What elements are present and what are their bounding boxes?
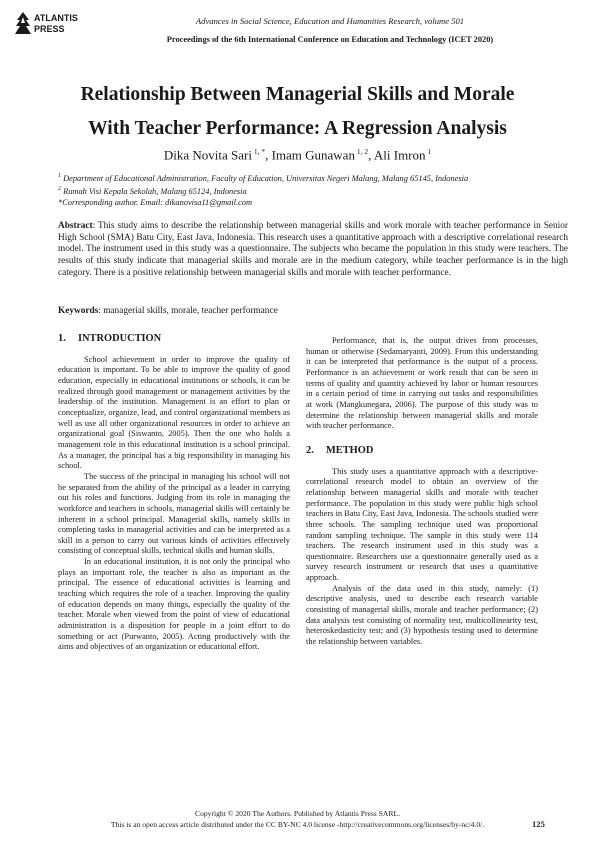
left-column [58,334,290,653]
author-affiliation-mark: 1 [425,147,432,156]
section-heading-introduction [58,334,290,345]
section-number: 2. [306,444,314,456]
corresponding-author [58,197,568,208]
author-list [0,147,595,163]
author-name: Dika Novita Sari [163,147,252,163]
body-paragraph: This study uses a quantitative approach with a descriptive-correlational research model to obtain an overview of the relationship between managerial skills and morale with teacher performance. The population in this study were public high school teachers in Batu City, East Java, Indonesia. The schools studied were three schools. The sampling technique used was proportional random sampling technique. The sample in this study were 114 teachers. The research instrument used in this study was a questionnaire. Researchers use a questionnaire generally used as a survey research instrument or research that uses a quantitative approach. [306,466,538,583]
affiliation-text: Rumah Visi Kepala Sekolah, Malang 65124, Indonesia [61,186,247,196]
affiliation-text: Department of Educational Administration, Faculty of Education, Universitas Negeri Malang, Malang 65145, Indonesia [61,173,469,183]
author-separator: , [265,147,272,163]
author-name: Imam Gunawan [271,147,355,163]
title-line-2: With Teacher Performance: A Regression Analysis [88,118,507,139]
section-title: INTRODUCTION [78,333,162,344]
atlantis-logo-icon [14,11,32,35]
author-affiliation-mark: 1, 2 [354,147,369,156]
body-paragraph: The success of the principal in managing his school will not be separated from the ability of the principal as a leader in carrying out his roles and functions. Judging from its role in managing the workforce and teachers in schools, managerial skills will certainly be inherent in a school principal. Managerial skills, namely skills in completing tasks in managerial activities and can be interpreted as a skill in a person to carry out various kinds of activities effectively consisting of conceptual skills, technical skills and human skills. [58,471,290,556]
body-paragraph: School achievement in order to improve the quality of education is important. To be able to improve the quality of good education, especially in educational institutions or schools, it can be realized through good management or management activities by the leadership of the institution. Management is an effort to plan or conceptualize, organize, lead, and control organizational members as well as use all other organizational resources in order to achieve an organizational goal (Siswanto, 2005). Then the one who holds a management role in this educational institution is a school principal. As a manager, the principal has a big responsibility in managing his school. [58,354,290,471]
author-name: Ali Imron [373,147,426,163]
affiliation-line [58,184,568,197]
affiliations [58,171,568,208]
affiliation-number: 2 [58,186,61,192]
section-number: 1. [58,333,66,344]
title-line-1: Relationship Between Managerial Skills and Morale [80,84,515,105]
abstract [58,221,568,280]
body-paragraph: Performance, that is, the output drives from processes, human or otherwise (Sedamaryanti, 2009). From this understanding it can be interpreted that performance is the output of a process. Performance is an achievement or work result that can be seen in terms of quality and quantity achieved by labor or human resources in a certain period of time in carrying out tasks and responsibilities at work (Mangkunegara, 2006). The purpose of this study was to determine the relationship between managerial skills and morale with teacher performance. [306,336,538,431]
affiliation-number: 1 [58,173,61,179]
corresponding-author-text: *Corresponding author. Email: dikanovisa11@gmail.com [58,198,253,207]
author-affiliation-mark: 1, * [251,147,266,156]
affiliation-line [58,171,568,184]
page-number: 125 [532,819,545,829]
keywords-text: : managerial skills, morale, teacher performance [98,306,278,316]
journal-name: Advances in Social Science, Education and Humanities Research, volume 501 [195,16,465,26]
license-notice: This is an open access article distributed under the CC BY-NC 4.0 license -http://creativecommons.org/licenses/by-nc/4.0/. [110,820,485,829]
paper-title [40,78,555,146]
proceedings-name: Proceedings of the 6th International Conference on Education and Technology (ICET 2020) [166,35,494,44]
abstract-label: Abstract [58,221,93,231]
logo-line-1: ATLANTIS [34,13,78,23]
keywords [58,306,568,316]
right-column [306,336,538,648]
copyright-notice: Copyright © 2020 The Authors. Published by Atlantis Press SARL. [195,809,400,818]
section-title: METHOD [326,444,374,456]
abstract-text: : This study aims to describe the relationship between managerial skills and work morale with teacher performance in Senior High School (SMA) Batu City, East Java, Indonesia. This research uses a quantitative approach with a descriptive correlational research model. The instrument used in this study was a questionnaire. The subjects who became the population in this study were teachers. The results of this study indicate that managerial skills and morale are in the medium category, while teacher performance is in the high category. There is a positive relationship between managerial skills and morale with teacher performance. [58,221,568,278]
section-heading-method [306,446,538,457]
keywords-label: Keywords [58,306,99,316]
body-paragraph: In an educational institution, it is not only the principal who plays an important role, the teacher is also as important as the principal. The essence of educational activities is learning and teaching which requires the role of a teacher. Improving the quality of education depends on many things, especially the quality of the teacher. Morale when viewed from the point of view of educational administration is a disposition for people in a joint effort to do something or act (Purwanto, 2005). Acting productively with the aims and objectives of an organization or educational effort. [58,557,290,652]
logo-line-2: PRESS [34,24,65,34]
author-separator: , [368,147,374,163]
body-paragraph: Analysis of the data used in this study, namely: (1) descriptive analysis, used to describe each research variable consisting of managerial skills, morale and teacher performance; (2) data analysis test consisting of normality test, multicollinearity test, heteroskedasticity test; and (3) hypothesis testing used to determine the relationship between variables. [306,583,538,647]
